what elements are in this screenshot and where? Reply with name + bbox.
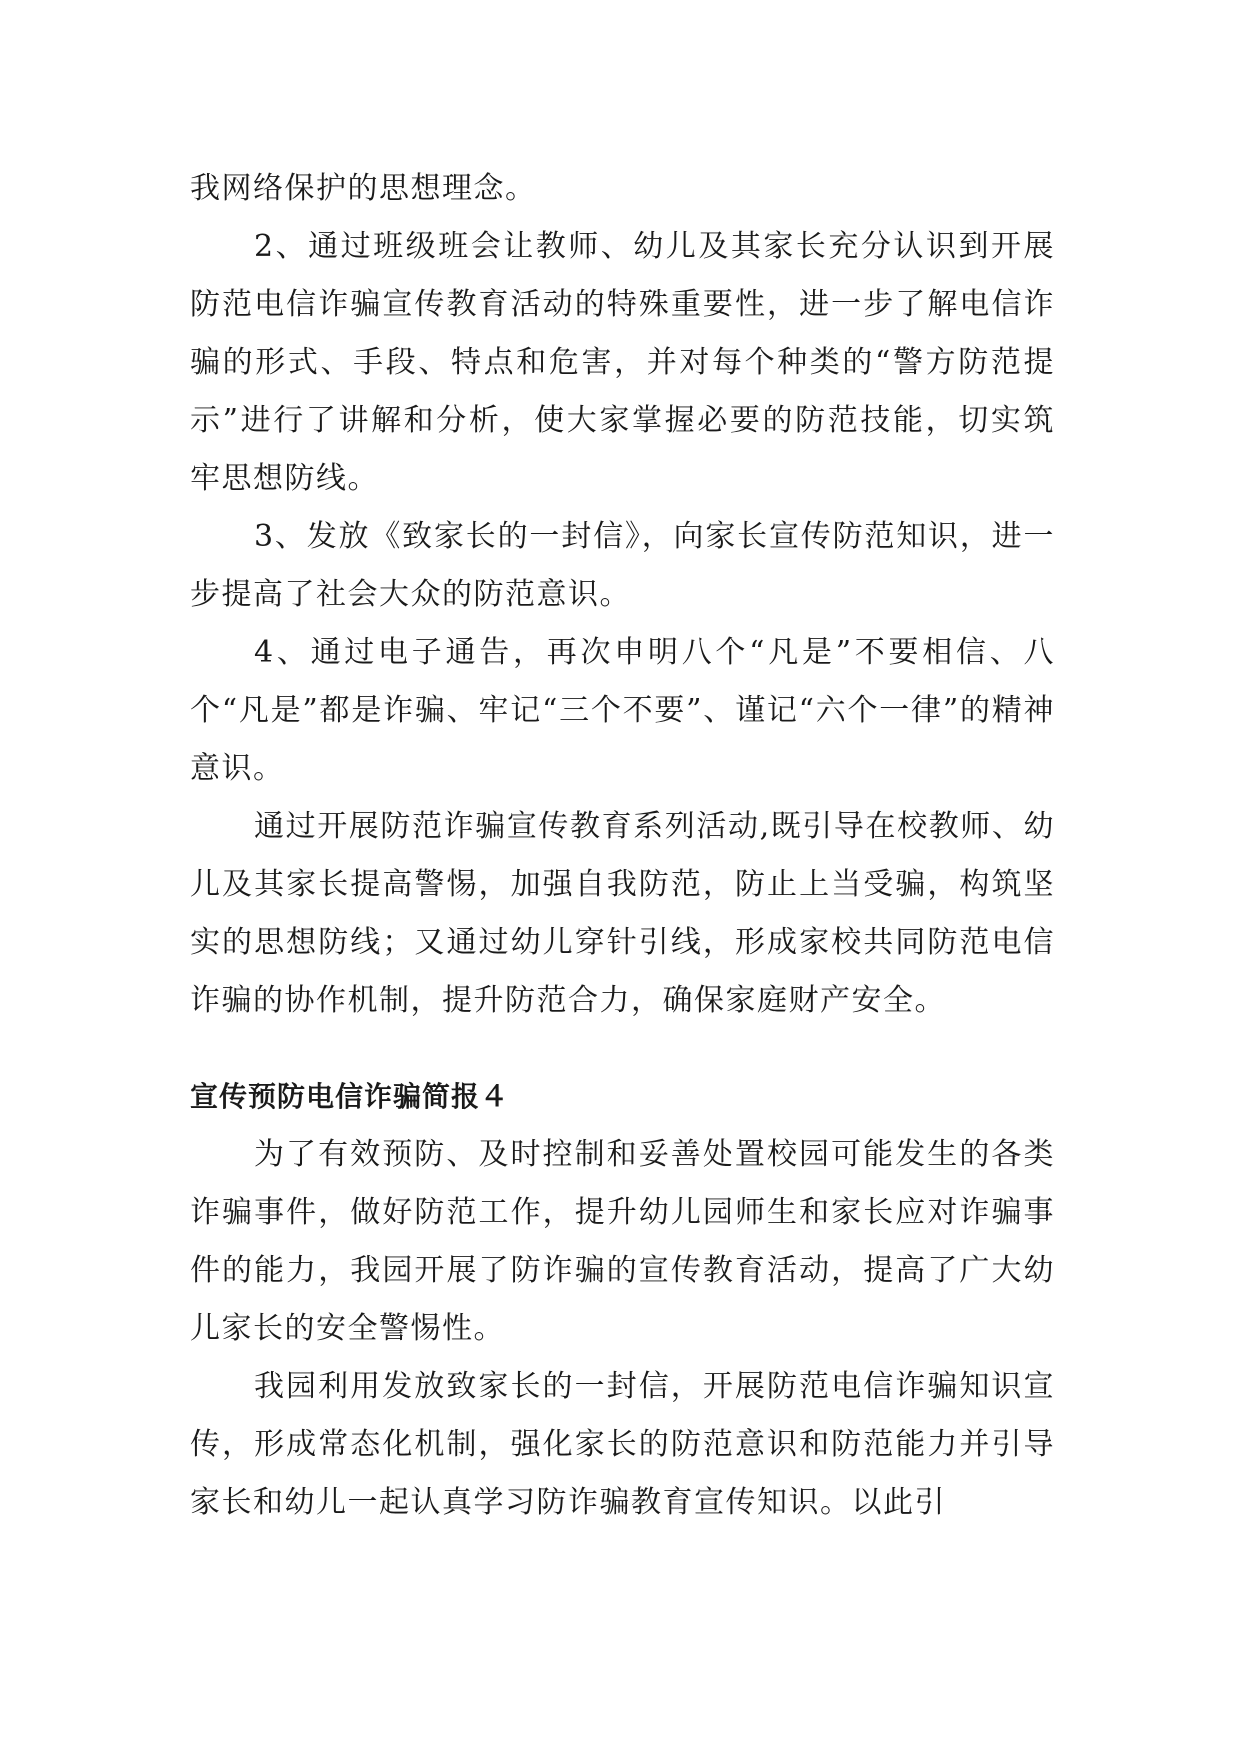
section-title: 宣传预防电信诈骗简报４ xyxy=(190,1080,510,1113)
paragraph-letter: 我园利用发放致家长的一封信，开展防范电信诈骗知识宣传，形成常态化机制，强化家长的防范意识和防范能力并引导家长和幼儿一起认真学习防诈骗教育宣传知识。以此引 xyxy=(190,1369,1055,1520)
paragraph-item-2: 2、通过班级班会让教师、幼儿及其家长充分认识到开展防范电信诈骗宣传教育活动的特殊重要性，进一步了解电信诈骗的形式、手段、特点和危害，并对每个种类的“警方防范提示”进行了讲解和分析，使大家掌握必要的防范技能，切实筑牢思想防线。 xyxy=(190,229,1055,496)
paragraph-item-3: 3、发放《致家长的一封信》，向家长宣传防范知识，进一步提高了社会大众的防范意识。 xyxy=(190,519,1055,612)
paragraph-summary: 通过开展防范诈骗宣传教育系列活动,既引导在校教师、幼儿及其家长提高警惕，加强自我防范，防止上当受骗，构筑坚实的思想防线；又通过幼儿穿针引线，形成家校共同防范电信诈骗的协作机制，提升防范合力，确保家庭财产安全。 xyxy=(190,809,1055,1018)
document-page xyxy=(190,160,1055,1532)
paragraph-item-4: 4、通过电子通告，再次申明八个“凡是”不要相信、八个“凡是”都是诈骗、牢记“三个不要”、谨记“六个一律”的精神意识。 xyxy=(190,635,1055,786)
paragraph-intro: 为了有效预防、及时控制和妥善处置校园可能发生的各类诈骗事件，做好防范工作，提升幼儿园师生和家长应对诈骗事件的能力，我园开展了防诈骗的宣传教育活动，提高了广大幼儿家长的安全警惕性。 xyxy=(190,1137,1055,1346)
paragraph-continuation: 我网络保护的思想理念。 xyxy=(190,171,537,206)
